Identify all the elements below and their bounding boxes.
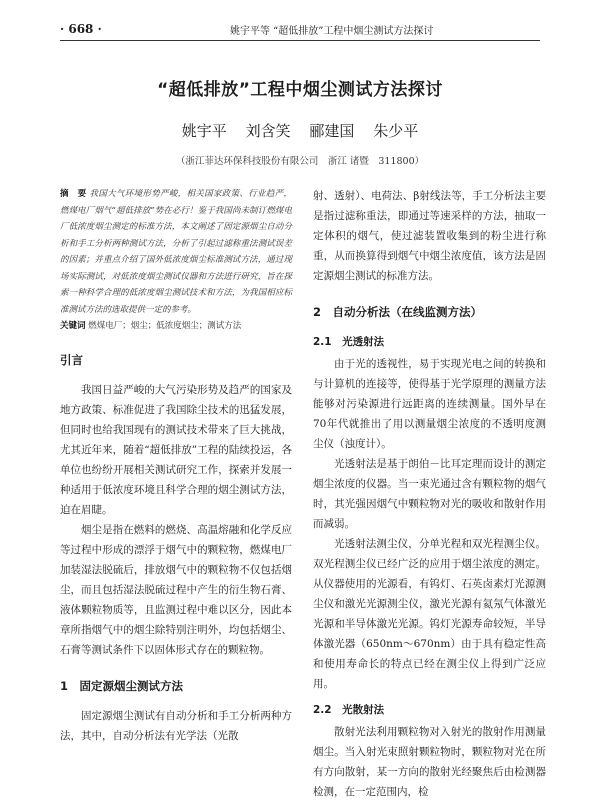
author: 刘含笑 xyxy=(245,122,291,140)
paragraph-continued: 射、透射）、电荷法、β射线法等，手工分析法主要是指过滤称重法，即通过等速采样的方法，抽取一定体积的烟气，使过滤装置收集到的粉尘进行称重，从而换算得到烟气中烟尘浓度值，该方法是固定源烟尘测试的标准方法。 xyxy=(313,190,546,282)
paragraph: 由于光的透视性，易于实现光电之间的转换和与计算机的连接等，使得基于光学原理的测量方法能够对污染源进行远距离的连续测量。国外早在70年代就推出了用以测量烟尘浓度的不透明度测尘仪（浊度计）。 xyxy=(313,358,546,450)
left-column xyxy=(60,186,292,746)
author-list xyxy=(0,120,600,141)
keywords-label: 关键词 xyxy=(60,321,86,331)
keywords xyxy=(60,318,292,334)
paragraph: 光透射法是基于朗伯－比耳定理而设计的测定烟尘浓度的仪器。当一束光通过含有颗粒物的烟气时，其光强因烟气中颗粒物对光的吸收和散射作用而减弱。 xyxy=(313,458,546,530)
paragraph: 光透射法测尘仪，分单光程和双光程测尘仪。双光程测尘仪已经广泛的应用于烟尘浓度的测定。从仪器使用的光源看，有钨灯、石英卤素灯光源测尘仪和激光光源测尘仪，激光光源有氦氖气体激光光源和半导体激光光源。钨灯光源寿命较短，半导体激光器（650nm～670nm）由于具有稳定性高和使用寿命长的特点已经在测尘仪上得到广泛应用。 xyxy=(313,538,546,690)
paper-title: “超低排放”工程中烟尘测试方法探讨 xyxy=(157,80,443,100)
abstract-text: 我国大气环境形势严峻，相关国家政策、行业趋严，燃煤电厂烟气“超低排放”势在必行！鉴于我国尚未制订燃煤电厂低浓度烟尘测定的标准方法，本文阐述了固定源烟尘自动分析和手工分析两种测试方法，分析了引起过滤称重法测试误差的因素；并重点介绍了国外低浓度烟尘标准测试方法，通过现场实际测试，对低浓度烟尘测试仪器和方法进行研究，旨在探索一种科学合理的低浓度烟尘测试技术和方法，为我国相应标准测试方法的选取提供一定的参考。 xyxy=(60,189,292,315)
paragraph: 散射光法利用颗粒物对入射光的散射作用测量烟尘。当入射光束照射颗粒物时，颗粒物对光在所有方向散射，某一方向的散射光经聚焦后由检测器检测，在一定范围内，检 xyxy=(313,726,546,798)
running-head: 姚宇平等 “超低排放”工程中烟尘测试方法探讨 xyxy=(230,26,434,37)
section-heading-1: 1 固定源烟尘测试方法 xyxy=(60,679,184,693)
page-header xyxy=(0,0,600,40)
subsection-heading-2-2: 2.2 光散射法 xyxy=(313,704,385,716)
abstract xyxy=(60,186,292,318)
subsection-heading-2-1: 2.1 光透射法 xyxy=(313,336,385,348)
paragraph: 固定源烟尘测试有自动分析和手工分析两种方法，其中，自动分析法有光学法（光散 xyxy=(60,710,292,742)
affiliation: （浙江菲达环保科技股份有限公司 浙江 诸暨 311800） xyxy=(175,156,425,167)
page-number: · 668 · xyxy=(60,22,102,36)
author: 朱少平 xyxy=(373,122,419,140)
header-rule xyxy=(60,40,540,41)
author: 姚宇平 xyxy=(181,122,227,140)
right-column xyxy=(313,186,546,802)
abstract-label: 摘 要 xyxy=(60,189,87,199)
paragraph: 我国日益严峻的大气污染形势及趋严的国家及地方政策、标准促进了我国除尘技术的迅猛发展，但同时也给我国现有的测试技术带来了巨大挑战，尤其近年来，随着“超低排放”工程的陆续投运，各单位也纷纷开展相关测试研究工作，探索并发展一种适用于低浓度环境且科学合理的烟尘测试方法，迫在眉睫。 xyxy=(60,384,292,516)
section-heading-2: 2 自动分析法（在线监测方法） xyxy=(313,305,482,319)
author: 郦建国 xyxy=(309,122,355,140)
keywords-text: 燃煤电厂；烟尘；低浓度烟尘；测试方法 xyxy=(88,321,242,331)
section-heading-intro: 引言 xyxy=(60,353,83,367)
paragraph: 烟尘是指在燃料的燃烧、高温熔融和化学反应等过程中形成的漂浮于烟气中的颗粒物，燃煤电厂加装湿法脱硫后，排放烟气中的颗粒物不仅包括烟尘，而且包括湿法脱硫过程中产生的衍生物石膏、液体颗粒物质等，且监测过程中难以区分，因此本章所指烟气中的烟尘除特别注明外，均包括烟尘、石膏等测试条件下以固体形式存在的颗粒物。 xyxy=(60,524,292,656)
